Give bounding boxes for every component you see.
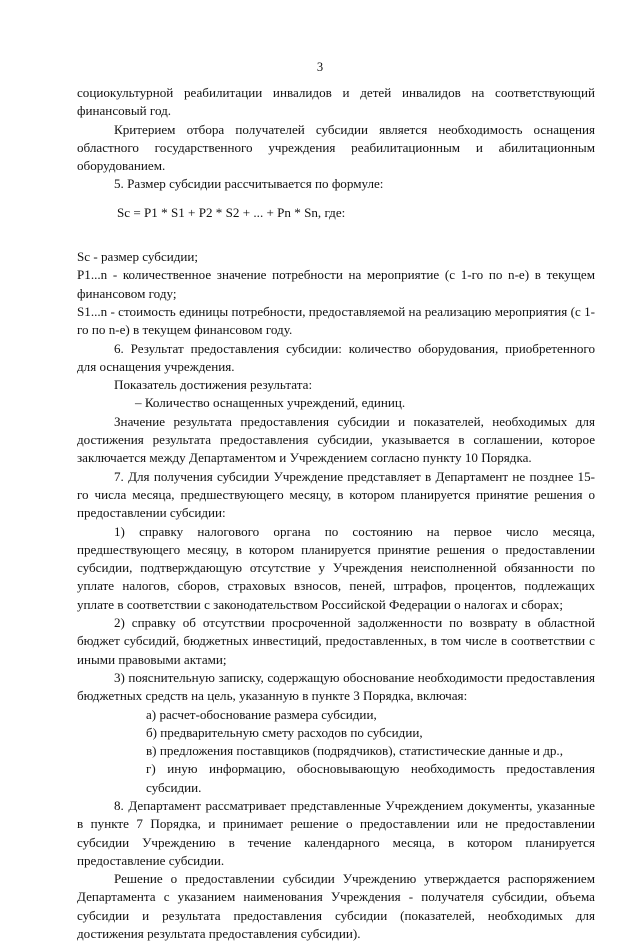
subitem-v: в) предложения поставщиков (подрядчиков), статистические данные и др.,: [146, 743, 563, 759]
spacer: [77, 232, 595, 248]
paragraph-continued: социокультурной реабилитации инвалидов и детей инвалидов на соответствующий финансовый год.: [77, 85, 595, 119]
definition-s: S1...n - стоимость единицы потребности, предоставляемой на реализацию мероприятия (с 1-го по n-е) в текущем финансовом году.: [77, 303, 595, 338]
paragraph-6-indicator-item: – Количество оснащенных учреждений, единиц.: [135, 395, 406, 411]
paragraph-6-indicator: Показатель достижения результата:: [114, 377, 313, 393]
definition-p: P1...n - количественное значение потребности на мероприятие (с 1-го по n-е) в текущем финансовом году;: [77, 267, 595, 301]
paragraph-7-item-3: 3) пояснительную записку, содержащую обоснование необходимости предоставления бюджетных средств на цель, указанную в пункте 3 Порядка, включая:: [77, 669, 595, 704]
paragraph-selection-criterion: Критерием отбора получателей субсидии является необходимость оснащения областного государственного учреждения реабилитационным и абилитационным оборудованием.: [77, 121, 595, 174]
subitem-a: а) расчет-обоснование размера субсидии,: [146, 706, 377, 722]
definition-sc: Sc - размер субсидии;: [77, 249, 199, 265]
formula: Sc = P1 * S1 + P2 * S2 + ... + Pn * Sn, где:: [117, 204, 346, 220]
page-number: 3: [316, 60, 324, 74]
paragraph-7-item-1: 1) справку налогового органа по состоянию на первое число месяца, предшествующего месяцу, в котором планируется принятие решения о предоставлении субсидии, подтверждающую отсутствие у Учреждения неисполненной обязанности по уплате налогов, сборов, страховых взносов, пеней, штрафов, процентов, подлежащих уплате в соответствии с законодательством Российской Федерации о налогах и сборах;: [77, 523, 595, 612]
paragraph-7-subitems: [77, 706, 595, 797]
paragraph-5: 5. Размер субсидии рассчитывается по формуле:: [114, 176, 384, 192]
paragraph-6-value: Значение результата предоставления субсидии и показателей, необходимых для достижения результата предоставления субсидии, указывается в соглашении, которое заключается между Департаментом и Учреждением согласно пункту 10 Порядка.: [77, 413, 595, 466]
paragraph-decision: Решение о предоставлении субсидии Учреждению утверждается распоряжением Департамента с указанием наименования Учреждения - получателя субсидии, объема субсидии и результата предоставления субсидии (показателей, необходимых для достижения результата предоставления субсидии).: [77, 871, 595, 942]
subitem-g: г) иную информацию, обосновывающую необходимость предоставления субсидии.: [146, 761, 595, 795]
paragraph-7-item-2: 2) справку об отсутствии просроченной задолженности по возврату в областной бюджет субсидий, бюджетных инвестиций, предоставленных, в том числе в соответствии с иными правовыми актами;: [77, 615, 595, 667]
paragraph-8: 8. Департамент рассматривает представленные Учреждением документы, указанные в пункте 7 Порядка, и принимает решение о предоставлении или не предоставлении субсидии Учреждению в течение календарного месяца, в котором планируется предоставление субсидии.: [77, 797, 595, 868]
subitem-b: б) предварительную смету расходов по субсидии,: [146, 724, 423, 740]
document-body: [77, 84, 595, 943]
paragraph-7: 7. Для получения субсидии Учреждение представляет в Департамент не позднее 15-го числа месяца, предшествующего месяцу, в котором планируется принятие решения о предоставлении субсидии:: [77, 468, 595, 521]
paragraph-6: 6. Результат предоставления субсидии: количество оборудования, приобретенного для оснащения учреждения.: [77, 340, 595, 374]
